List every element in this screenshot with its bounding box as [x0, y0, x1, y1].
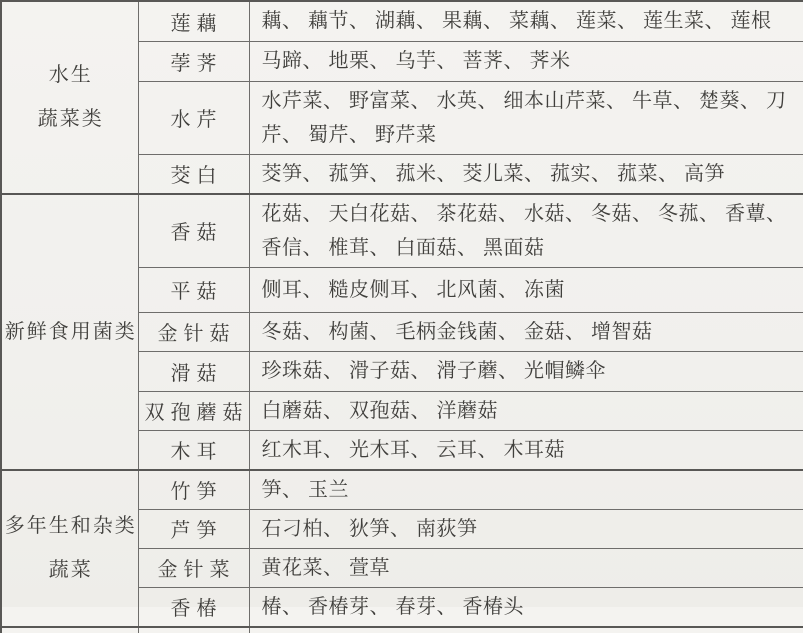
category-label: 蔬菜类 [37, 108, 104, 131]
subcategory-cell: 香菇 [138, 194, 249, 268]
subcategory-cell: 木耳 [138, 430, 249, 470]
subcategory-cell: 平菇 [138, 267, 249, 312]
subcategory-cell: 双孢蘑菇 [138, 391, 249, 430]
aliases-cell: 红木耳、 光木耳、 云耳、 木耳菇 [249, 430, 803, 470]
subcategory-cell: 水芹 [138, 81, 249, 154]
table-row-partial [1, 627, 803, 633]
category-label: 新鲜食用菌类 [4, 320, 137, 343]
table-row [1, 194, 803, 268]
category-cell [1, 627, 138, 633]
aliases-cell: 水芹菜、 野富菜、 水英、 细本山芹菜、 牛草、 楚葵、 刀芹、 蜀芹、 野芹菜 [249, 81, 803, 154]
subcategory-cell: 滑菇 [138, 351, 249, 391]
category-cell [1, 194, 138, 470]
category-label: 多年生和杂类 [4, 515, 137, 537]
aliases-cell: 珍珠菇、 滑子菇、 滑子蘑、 光帽鳞伞 [249, 351, 803, 391]
subcategory-cell: 金针菜 [138, 548, 249, 587]
table-row [1, 470, 803, 510]
aliases-cell: 藕、 藕节、 湖藕、 果藕、 菜藕、 莲菜、 莲生菜、 莲根 [249, 1, 803, 41]
aliases-cell: 黄花菜、 萱草 [249, 548, 803, 587]
aliases-cell: 侧耳、 糙皮侧耳、 北风菌、 冻菌 [249, 267, 803, 312]
subcategory-cell: 荸荠 [138, 41, 249, 81]
table-row [1, 1, 803, 41]
subcategory-cell: 竹笋 [138, 470, 249, 510]
aliases-cell [249, 627, 803, 633]
aliases-cell: 笋、 玉兰 [249, 470, 803, 510]
aliases-cell: 马蹄、 地栗、 乌芋、 菩荠、 荠米 [249, 41, 803, 81]
aliases-cell: 白蘑菇、 双孢菇、 洋蘑菇 [249, 391, 803, 430]
category-label: 水生 [48, 64, 93, 87]
category-cell [1, 470, 138, 627]
subcategory-cell: 莲藕 [138, 1, 249, 41]
aliases-cell: 花菇、 天白花菇、 茶花菇、 水菇、 冬菇、 冬菰、 香蕈、 香信、 椎茸、 白面菇、 黑面菇 [249, 194, 803, 268]
subcategory-cell [138, 627, 249, 633]
aliases-cell: 茭笋、 菰笋、 菰米、 茭儿菜、 菰实、 菰菜、 高笋 [249, 154, 803, 194]
aliases-cell: 冬菇、 构菌、 毛柄金钱菌、 金菇、 增智菇 [249, 312, 803, 351]
subcategory-cell: 茭白 [138, 154, 249, 194]
subcategory-cell: 金针菇 [138, 312, 249, 351]
subcategory-cell: 香椿 [138, 587, 249, 627]
category-cell [1, 1, 138, 194]
aliases-cell: 石刁柏、 狄笋、 南荻笋 [249, 509, 803, 548]
category-label: 蔬菜 [48, 559, 93, 581]
aliases-cell: 椿、 香椿芽、 春芽、 香椿头 [249, 587, 803, 627]
subcategory-cell: 芦笋 [138, 509, 249, 548]
